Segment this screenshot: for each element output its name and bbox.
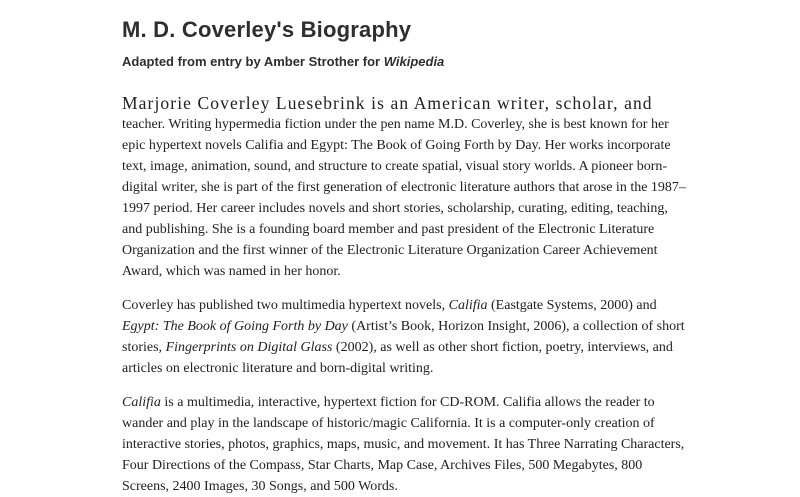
- paragraph-text: (Artist’s Book, Horizon Insight, 2006), a collection of short stories,: [122, 319, 685, 355]
- work-title: Califia: [448, 298, 488, 313]
- byline: [122, 54, 690, 69]
- byline-source: Wikipedia: [383, 54, 445, 69]
- article-paragraph: [122, 92, 688, 282]
- paragraph-text: is a multimedia, interactive, hypertext fiction for CD-ROM. Califia allows the reader to wander and play in the landscape of historic/magic California. It is a computer-only creation of interactive stories, photos, graphics, maps, music, and movement. It has Three Narrating Characters, Four Directions of the Compass, Star Charts, Map Case, Archives Files, 500 Megabytes, 800 Screens, 2400 Images, 30 Songs, and 500 Words.: [122, 395, 685, 494]
- byline-text: Adapted from entry by Amber Strother for: [122, 54, 384, 69]
- paragraph-text: teacher. Writing hypermedia fiction under the pen name M.D. Coverley, she is best known for her epic hypertext novels Califia and Egypt: The Book of Going Forth by Day. Her works incorporate text, image, animation, sound, and structure to create spatial, visual story worlds. A pioneer born-digital writer, she is part of the first generation of electronic literature authors that arose in the 1987–1997 period. Her career includes novels and short stories, scholarship, curating, editing, teaching, and publishing. She is a founding board member and past president of the Electronic Literature Organization and the first winner of the Electronic Literature Organization Career Achievement Award, which was named in her honor.: [122, 117, 686, 279]
- paragraph-text: (2002), as well as other short fiction, poetry, interviews, and articles on electronic literature and born-digital writing.: [122, 340, 673, 376]
- work-title: Califia: [122, 395, 161, 410]
- work-title: Fingerprints on Digital Glass: [165, 340, 333, 355]
- article-body: [122, 92, 688, 497]
- paragraph-text: (Eastgate Systems, 2000) and: [487, 298, 657, 313]
- page-title: M. D. Coverley's Biography: [122, 17, 412, 42]
- work-title: Egypt: The Book of Going Forth by Day: [122, 319, 348, 334]
- article-paragraph: [122, 392, 688, 497]
- lead-sentence: Marjorie Coverley Luesebrink is an American writer, scholar, and: [122, 93, 653, 113]
- paragraph-text: Coverley has published two multimedia hypertext novels,: [122, 298, 449, 313]
- article-paragraph: [122, 295, 688, 379]
